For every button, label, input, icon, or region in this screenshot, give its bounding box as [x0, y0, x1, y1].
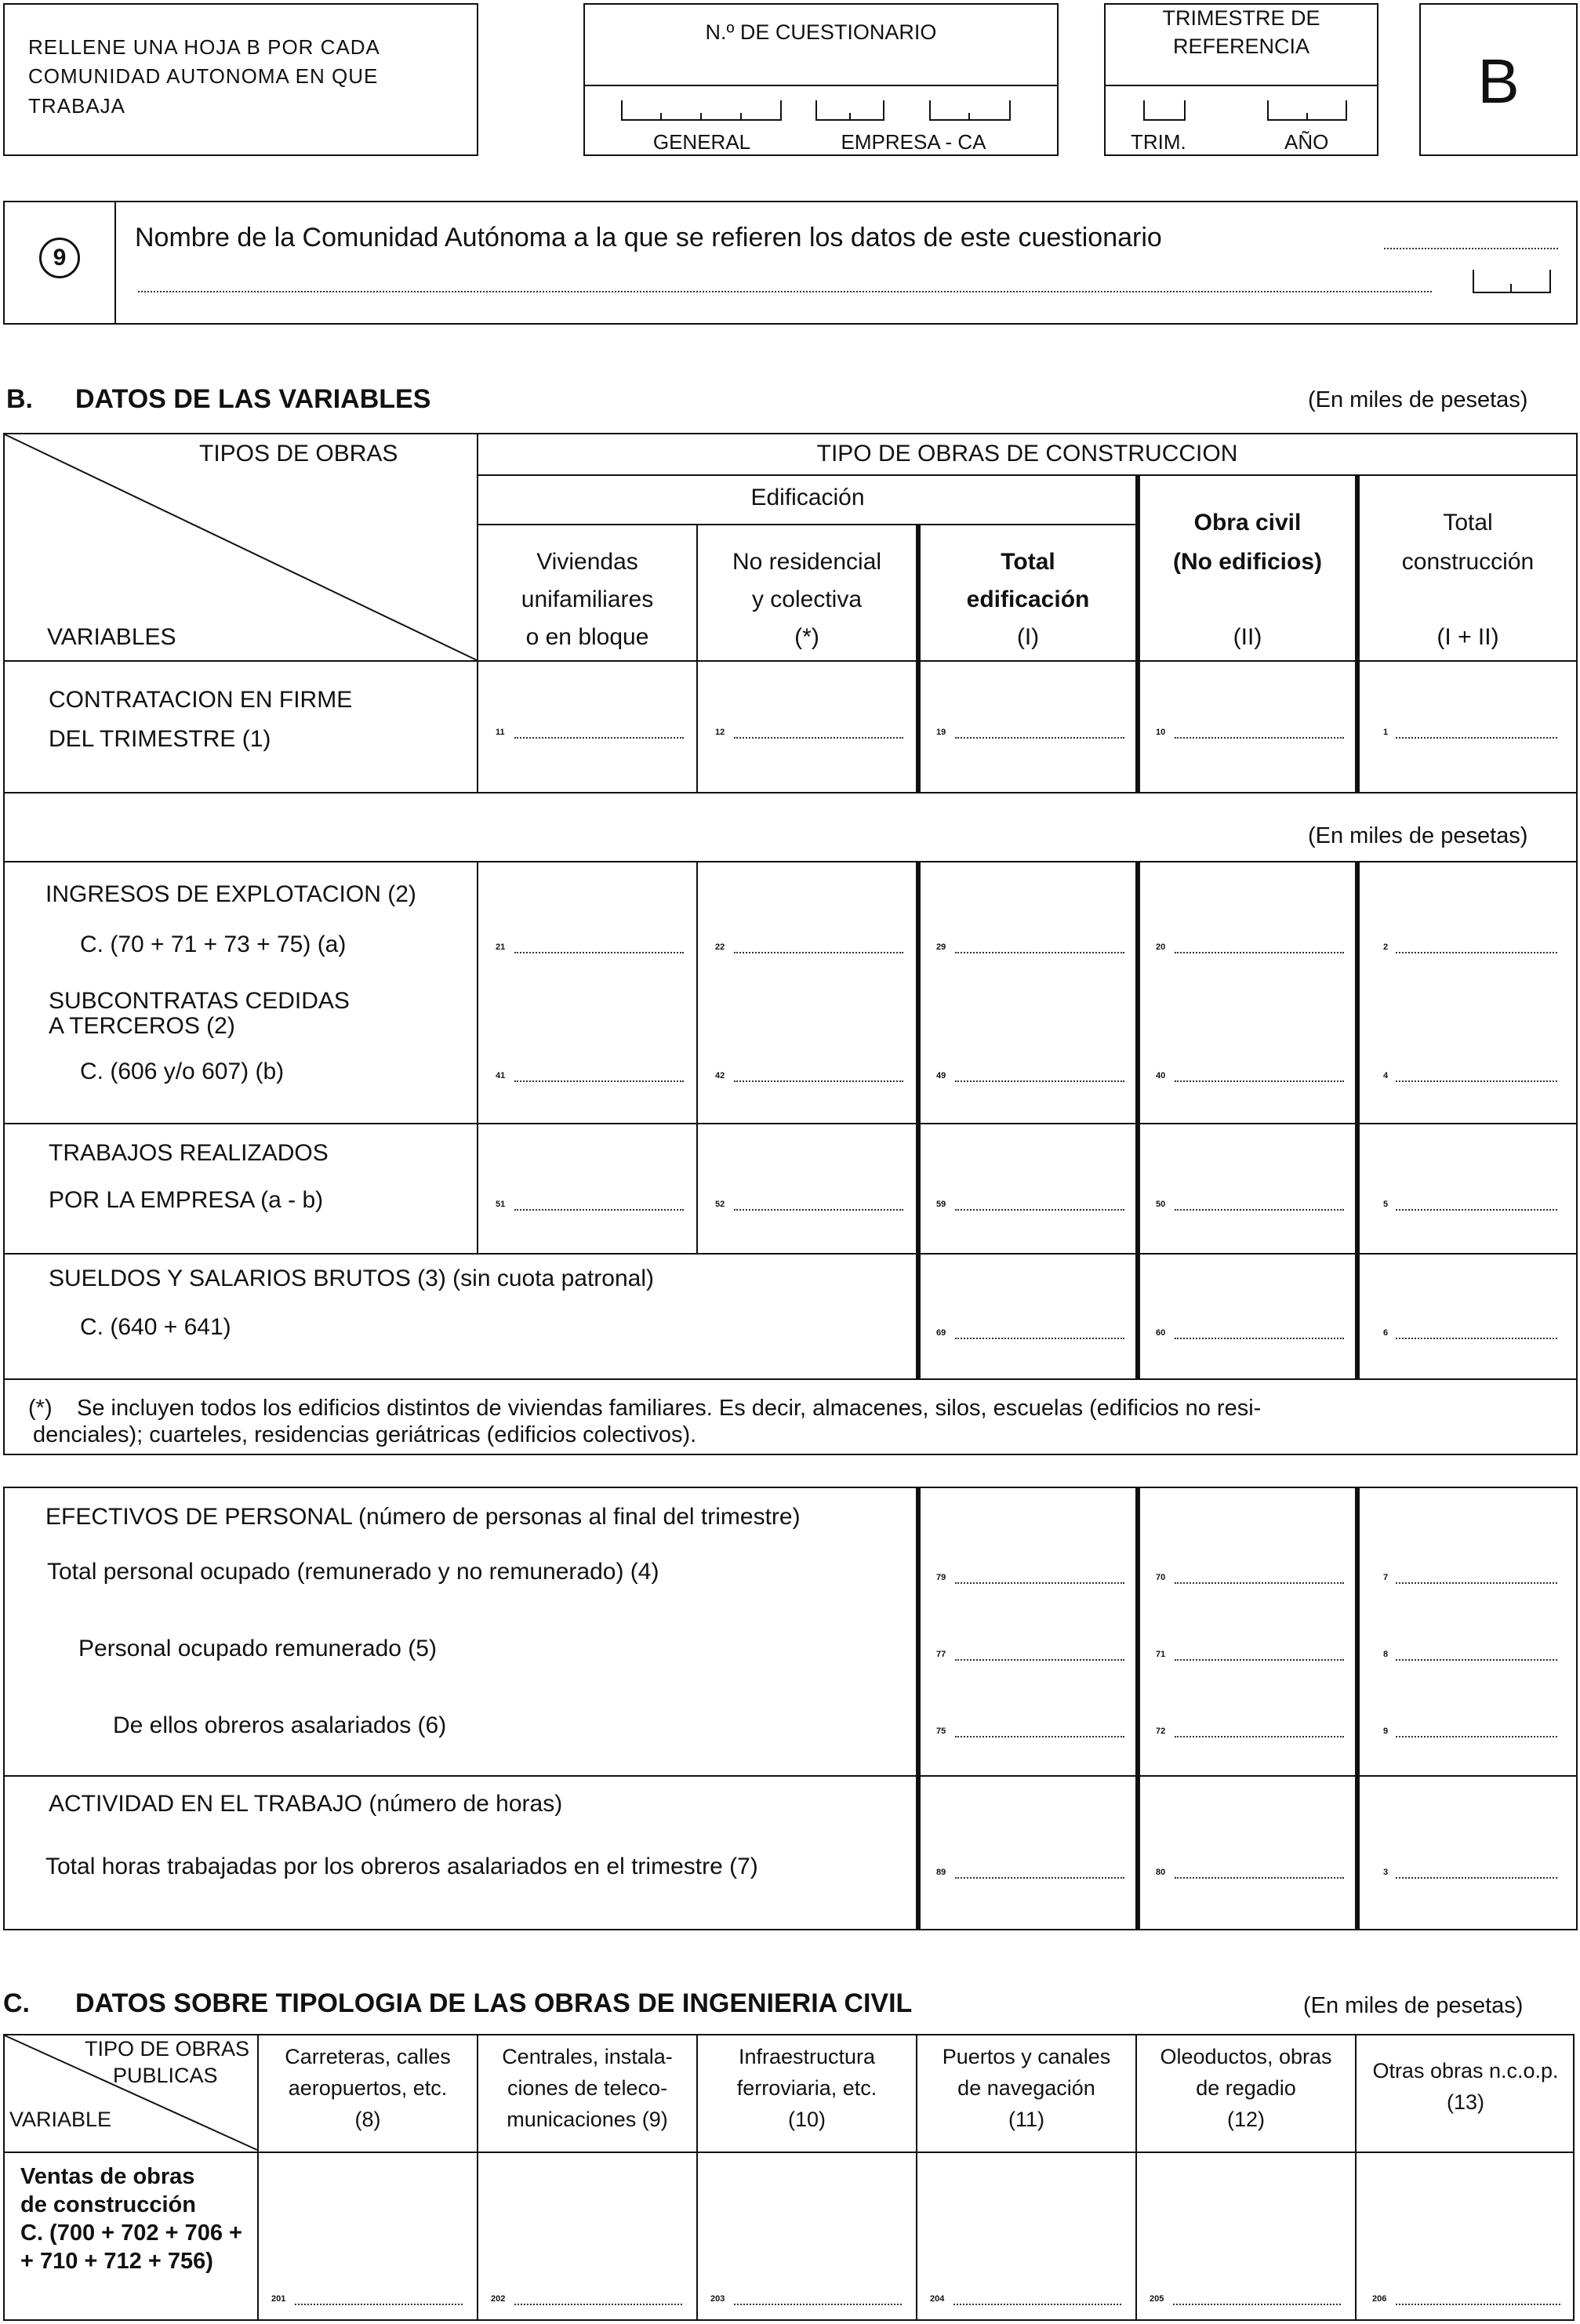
community-name-field-2[interactable] — [138, 291, 1432, 292]
col-noresid-1: No residencial — [732, 549, 882, 575]
sueldos-total-constr-field[interactable] — [1396, 1338, 1557, 1339]
footnote-line-1: Se incluyen todos los edificios distintos de viviendas familiares. Es decir, almacenes, silos, escuelas (edificios no resi- — [77, 1396, 1262, 1421]
row-ingresos-1: INGRESOS DE EXPLOTACION (2) — [45, 881, 416, 907]
col-viviendas-2: unifamiliares — [521, 586, 654, 612]
horas-constr-field[interactable] — [1396, 1877, 1557, 1879]
trabajos-total-edif-field[interactable] — [955, 1209, 1124, 1211]
col-otras-1: Otras obras n.c.o.p. — [1372, 2059, 1559, 2083]
row-subcontratas-2: A TERCEROS (2) — [49, 1013, 235, 1039]
col-total-constr-3: (I + II) — [1437, 624, 1499, 650]
subcontratas-noresid-field[interactable] — [734, 1080, 903, 1082]
questionnaire-label: N.º DE CUESTIONARIO — [705, 20, 937, 44]
sueldos-total-edif-field[interactable] — [955, 1338, 1124, 1339]
actividad-title: ACTIVIDAD EN EL TRABAJO (número de horas) — [49, 1791, 563, 1817]
trim-field[interactable] — [1143, 100, 1186, 121]
contratacion-viviendas-field[interactable] — [514, 737, 684, 739]
sheet-letter: B — [1477, 46, 1520, 116]
row-trabajos-2: POR LA EMPRESA (a - b) — [49, 1187, 324, 1213]
empresa-ca-label: EMPRESA - CA — [841, 130, 986, 154]
row-subcontratas-3: C. (606 y/o 607) (b) — [80, 1059, 285, 1084]
total-personal-obra-civil-field[interactable] — [1175, 1582, 1344, 1584]
row-horas-trabajadas: Total horas trabajadas por los obreros asalariados en el trimestre (7) — [45, 1854, 758, 1879]
community-prompt: Nombre de la Comunidad Autónoma a la que se refieren los datos de este cuestionario — [135, 223, 1162, 252]
col-ferroviaria-3: (10) — [787, 2108, 826, 2131]
ventas-centrales-field[interactable] — [514, 2304, 682, 2305]
col-total-constr-1: Total — [1443, 510, 1493, 536]
row-sueldos-1: SUELDOS Y SALARIOS BRUTOS (3) (sin cuota patronal) — [49, 1265, 654, 1291]
trim-label: TRIM. — [1131, 130, 1186, 154]
row-subcontratas-1: SUBCONTRATAS CEDIDAS — [49, 988, 350, 1014]
section-b-letter: B. — [6, 384, 33, 414]
trimestre-label-2: REFERENCIA — [1172, 34, 1310, 58]
trabajos-obra-civil-field[interactable] — [1175, 1209, 1344, 1211]
trabajos-noresid-field[interactable] — [734, 1209, 903, 1211]
sueldos-obra-civil-field[interactable] — [1175, 1338, 1344, 1339]
col-viviendas-1: Viviendas — [536, 549, 638, 575]
ca-number-field[interactable] — [929, 100, 1011, 121]
col-total-edif-2: edificación — [966, 586, 1090, 612]
col-obra-civil-2: (No edificios) — [1172, 549, 1322, 575]
obreros-constr-field[interactable] — [1396, 1736, 1557, 1738]
subcontratas-obra-civil-field[interactable] — [1175, 1080, 1344, 1082]
row-contratacion-1: CONTRATACION EN FIRME — [49, 687, 353, 713]
corner-tipos-obras: TIPOS DE OBRAS — [199, 441, 398, 467]
section-b-unit: (En miles de pesetas) — [1308, 387, 1528, 412]
instruction-line-3: TRABAJA — [28, 94, 126, 118]
row-trabajos-1: TRABAJOS REALIZADOS — [49, 1140, 329, 1166]
col-puertos-1: Puertos y canales — [942, 2045, 1111, 2068]
instruction-line-1: RELLENE UNA HOJA B POR CADA — [28, 35, 380, 59]
community-code-field[interactable] — [1473, 270, 1551, 293]
ingresos-obra-civil-field[interactable] — [1175, 952, 1344, 953]
row-ingresos-2: C. (70 + 71 + 73 + 75) (a) — [80, 931, 347, 957]
row-ventas-3: C. (700 + 702 + 706 + — [20, 2221, 242, 2246]
ingresos-noresid-field[interactable] — [734, 952, 903, 953]
ingresos-viviendas-field[interactable] — [514, 952, 684, 953]
section-c-title: DATOS SOBRE TIPOLOGIA DE LAS OBRAS DE INGENIERIA CIVIL — [75, 1988, 913, 2018]
col-total-edif-1: Total — [1001, 549, 1055, 575]
row-ventas-4: + 710 + 712 + 756) — [20, 2249, 213, 2274]
edificacion-header: Edificación — [750, 485, 865, 510]
corner-c-top-2: PUBLICAS — [113, 2064, 218, 2087]
footnote-line-2: denciales); cuarteles, residencias geriátricas (edificios colectivos). — [33, 1422, 697, 1447]
obreros-obra-civil-field[interactable] — [1175, 1736, 1344, 1738]
community-box — [3, 201, 1578, 325]
general-label: GENERAL — [652, 130, 751, 154]
col-oleoductos-2: de regadio — [1196, 2076, 1296, 2100]
contratacion-total-constr-field[interactable] — [1396, 737, 1557, 739]
col-centrales-3: municaciones (9) — [507, 2108, 668, 2131]
corner-c-bottom: VARIABLE — [9, 2108, 112, 2131]
col-puertos-2: de navegación — [957, 2076, 1095, 2100]
section-c-unit: (En miles de pesetas) — [1303, 1993, 1524, 2018]
col-noresid-2: y colectiva — [751, 586, 863, 612]
instruction-line-2: COMUNIDAD AUTONOMA EN QUE — [28, 64, 379, 88]
corner-variables: VARIABLES — [47, 624, 176, 650]
ventas-oleoductos-field[interactable] — [1173, 2304, 1341, 2305]
col-noresid-3: (*) — [794, 624, 819, 650]
section-b-title: DATOS DE LAS VARIABLES — [75, 384, 431, 414]
ventas-carreteras-field[interactable] — [295, 2304, 463, 2305]
col-obra-civil-3: (II) — [1233, 624, 1262, 650]
horas-edif-field[interactable] — [955, 1877, 1124, 1879]
ventas-otras-field[interactable] — [1396, 2304, 1560, 2305]
subcontratas-total-edif-field[interactable] — [955, 1080, 1124, 1082]
ventas-puertos-field[interactable] — [953, 2304, 1121, 2305]
total-personal-edif-field[interactable] — [955, 1582, 1124, 1584]
remunerado-obra-civil-field[interactable] — [1175, 1659, 1344, 1661]
row-total-personal: Total personal ocupado (remunerado y no remunerado) (4) — [47, 1559, 659, 1585]
col-puertos-3: (11) — [1008, 2108, 1044, 2131]
row-ventas-1: Ventas de obras — [20, 2164, 195, 2189]
col-total-constr-2: construcción — [1401, 549, 1535, 575]
remunerado-constr-field[interactable] — [1396, 1659, 1557, 1661]
col-oleoductos-3: (12) — [1226, 2108, 1265, 2131]
row-ventas-2: de construcción — [20, 2192, 196, 2217]
col-ferroviaria-2: ferroviaria, etc. — [736, 2076, 877, 2100]
total-personal-constr-field[interactable] — [1396, 1582, 1557, 1584]
col-total-edif-3: (I) — [1016, 624, 1040, 650]
trimestre-label-1: TRIMESTRE DE — [1162, 6, 1320, 30]
col-obra-civil-1: Obra civil — [1193, 510, 1302, 536]
ingresos-total-edif-field[interactable] — [955, 952, 1124, 953]
contratacion-obra-civil-field[interactable] — [1175, 737, 1344, 739]
contratacion-total-edif-field[interactable] — [955, 737, 1124, 739]
community-name-field[interactable] — [1384, 248, 1558, 249]
anio-label: AÑO — [1284, 130, 1329, 154]
subcontratas-total-constr-field[interactable] — [1396, 1080, 1557, 1082]
col-carreteras-2: aeropuertos, etc. — [288, 2076, 448, 2100]
obreros-edif-field[interactable] — [955, 1736, 1124, 1738]
corner-c-top-1: TIPO DE OBRAS — [85, 2037, 250, 2061]
col-otras-2: (13) — [1446, 2090, 1484, 2114]
col-oleoductos-1: Oleoductos, obras — [1160, 2045, 1332, 2068]
subcontratas-viviendas-field[interactable] — [514, 1080, 684, 1082]
main-header: TIPO DE OBRAS DE CONSTRUCCION — [816, 441, 1238, 467]
row-personal-remunerado: Personal ocupado remunerado (5) — [78, 1636, 437, 1661]
col-centrales-2: ciones de teleco- — [507, 2076, 668, 2100]
col-centrales-1: Centrales, instala- — [502, 2045, 673, 2068]
horas-obra-civil-field[interactable] — [1175, 1877, 1344, 1879]
remunerado-edif-field[interactable] — [955, 1659, 1124, 1661]
personal-title: EFECTIVOS DE PERSONAL (número de personas al final del trimestre) — [45, 1504, 801, 1530]
col-viviendas-3: o en bloque — [525, 624, 649, 650]
ingresos-total-constr-field[interactable] — [1396, 952, 1557, 953]
footnote-mark: (*) — [28, 1396, 53, 1421]
trabajos-total-constr-field[interactable] — [1396, 1209, 1557, 1211]
ventas-ferroviaria-field[interactable] — [734, 2304, 902, 2305]
item-number-badge: 9 — [39, 238, 80, 278]
col-ferroviaria-1: Infraestructura — [738, 2045, 876, 2068]
row-obreros-asalariados: De ellos obreros asalariados (6) — [113, 1712, 447, 1738]
row-sueldos-2: C. (640 + 641) — [80, 1314, 231, 1340]
col-carreteras-1: Carreteras, calles — [285, 2045, 451, 2068]
contratacion-noresid-field[interactable] — [734, 737, 903, 739]
row-contratacion-2: DEL TRIMESTRE (1) — [49, 726, 271, 752]
trabajos-viviendas-field[interactable] — [514, 1209, 684, 1211]
col-carreteras-3: (8) — [354, 2108, 381, 2131]
unit-label-2: (En miles de pesetas) — [1308, 823, 1528, 848]
section-c-letter: C. — [3, 1988, 30, 2018]
